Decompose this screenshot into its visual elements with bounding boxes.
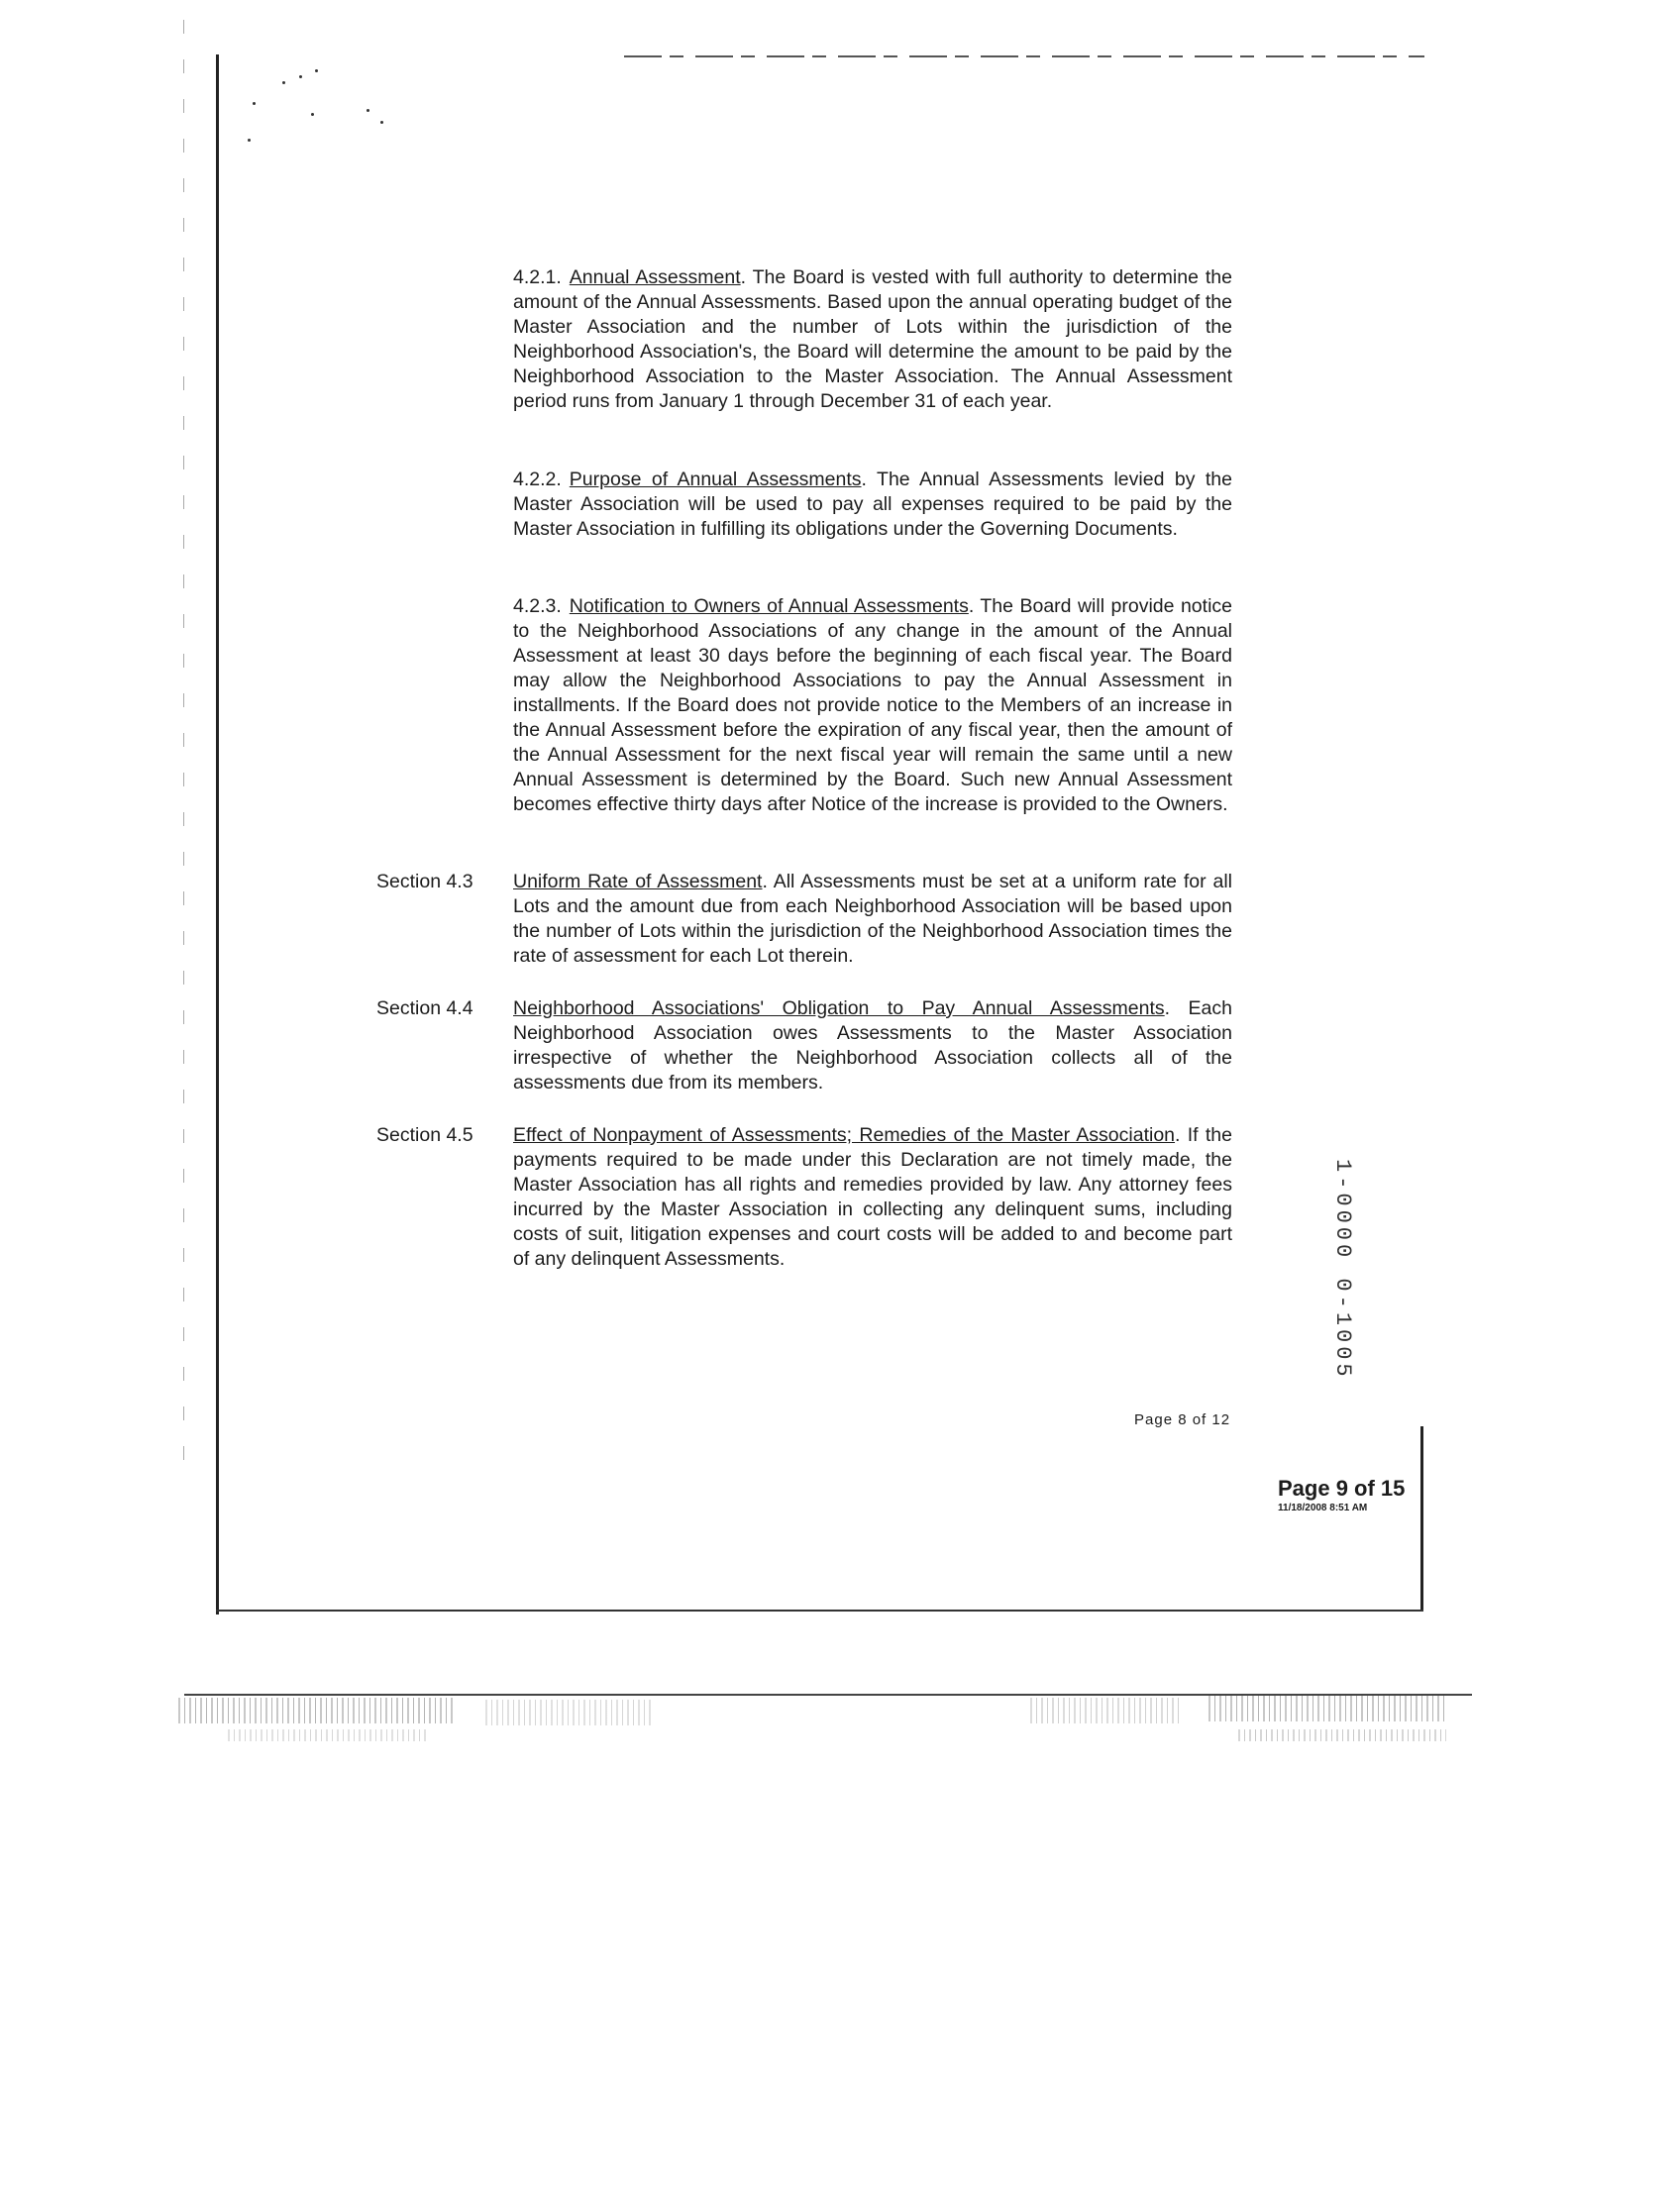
section-heading: Neighborhood Associations' Obligation to Pay Annual Assessments bbox=[513, 997, 1165, 1019]
section-4-4-label: Section 4.4 bbox=[376, 997, 473, 1019]
top-border-dashes bbox=[624, 55, 1424, 57]
paragraph-4-2-1 bbox=[513, 265, 1232, 414]
paragraph-number: 4.2.3. bbox=[513, 595, 562, 617]
paragraph-body: . The Board is vested with full authority to determine the amount of the Annual Assessments. Based upon the annual operating budget of the Master Association and the number of Lots within the jurisdiction of the Neighborhood Association's, the Board will determine the amount to be paid by the Neighborhood Association to the Master Association. The Annual Assessment period runs from January 1 through December 31 of each year. bbox=[513, 266, 1232, 412]
outer-page-number: Page 9 of 15 bbox=[1278, 1476, 1406, 1501]
scan-speck bbox=[282, 81, 285, 84]
section-body: . If the payments required to be made under this Declaration are not timely made, the Master Association has all rights and remedies provided by law. Any attorney fees incurred by the Master Association in collecting any delinquent sums, including costs of suit, litigation expenses and court costs will be added to and become part of any delinquent Assessments. bbox=[513, 1124, 1233, 1270]
scan-noise bbox=[1208, 1696, 1446, 1721]
section-body: . All Assessments must be set at a uniform rate for all Lots and the amount due from each Neighborhood Association will be based upon the number of Lots within the jurisdiction of the Neighborhood Association times the rate of assessment for each Lot therein. bbox=[513, 871, 1232, 967]
section-4-4-text bbox=[513, 996, 1232, 1095]
scan-noise bbox=[178, 1698, 456, 1723]
scan-speck bbox=[311, 113, 314, 116]
scan-noise bbox=[1030, 1698, 1179, 1723]
scan-speck bbox=[380, 121, 383, 124]
scan-speck bbox=[367, 109, 369, 112]
vertical-stamp-text: 1-0000 0-1005 bbox=[1330, 1159, 1355, 1381]
paragraph-4-2-3 bbox=[513, 594, 1232, 817]
paragraph-number: 4.2.1. bbox=[513, 266, 562, 288]
paragraph-body: . The Annual Assessments levied by the Master Association will be used to pay all expenses required to be paid by the Master Association in fulfilling its obligations under the Governing Documents. bbox=[513, 469, 1232, 540]
margin-line bbox=[183, 20, 184, 1476]
section-body: . Each Neighborhood Association owes Assessments to the Master Association irrespective of whether the Neighborhood Association collects all of the assessments due from its members. bbox=[513, 997, 1232, 1094]
scan-speck bbox=[248, 139, 251, 142]
frame-right-border bbox=[1420, 1426, 1423, 1610]
paragraph-4-2-2 bbox=[513, 468, 1232, 542]
timestamp: 11/18/2008 8:51 AM bbox=[1278, 1503, 1368, 1513]
paragraph-body: . The Board will provide notice to the Neighborhood Associations of any change in the amount of the Annual Assessment at least 30 days before the beginning of each fiscal year. The Board may allow the Neighborhood Associations to pay the Annual Assessment in installments. If the Board does not provide notice to the Members of an increase in the Annual Assessment before the expiration of any fiscal year, then the amount of the Annual Assessment for the next fiscal year will remain the same until a new Annual Assessment is determined by the Board. Such new Annual Assessment becomes effective thirty days after Notice of the increase is provided to the Owners. bbox=[513, 595, 1232, 815]
section-4-5-text bbox=[513, 1123, 1232, 1272]
scan-noise bbox=[485, 1700, 654, 1725]
section-heading: Uniform Rate of Assessment bbox=[513, 871, 763, 892]
scan-speck bbox=[253, 102, 256, 105]
section-4-3-label: Section 4.3 bbox=[376, 871, 473, 892]
paragraph-heading: Annual Assessment bbox=[569, 266, 741, 288]
section-4-5-label: Section 4.5 bbox=[376, 1124, 473, 1146]
section-heading: Effect of Nonpayment of Assessments; Remedies of the Master Association bbox=[513, 1124, 1176, 1146]
scan-noise bbox=[228, 1729, 426, 1741]
paragraph-heading: Notification to Owners of Annual Assessments bbox=[569, 595, 969, 617]
frame-left-border bbox=[216, 54, 219, 1614]
section-4-3-text bbox=[513, 870, 1232, 969]
scan-speck bbox=[315, 69, 318, 72]
scan-speck bbox=[299, 75, 302, 78]
paragraph-heading: Purpose of Annual Assessments bbox=[569, 469, 862, 490]
inner-page-number: Page 8 of 12 bbox=[1134, 1411, 1231, 1428]
frame-bottom-border bbox=[216, 1610, 1423, 1612]
paragraph-number: 4.2.2. bbox=[513, 469, 562, 490]
scan-noise bbox=[1238, 1729, 1446, 1741]
